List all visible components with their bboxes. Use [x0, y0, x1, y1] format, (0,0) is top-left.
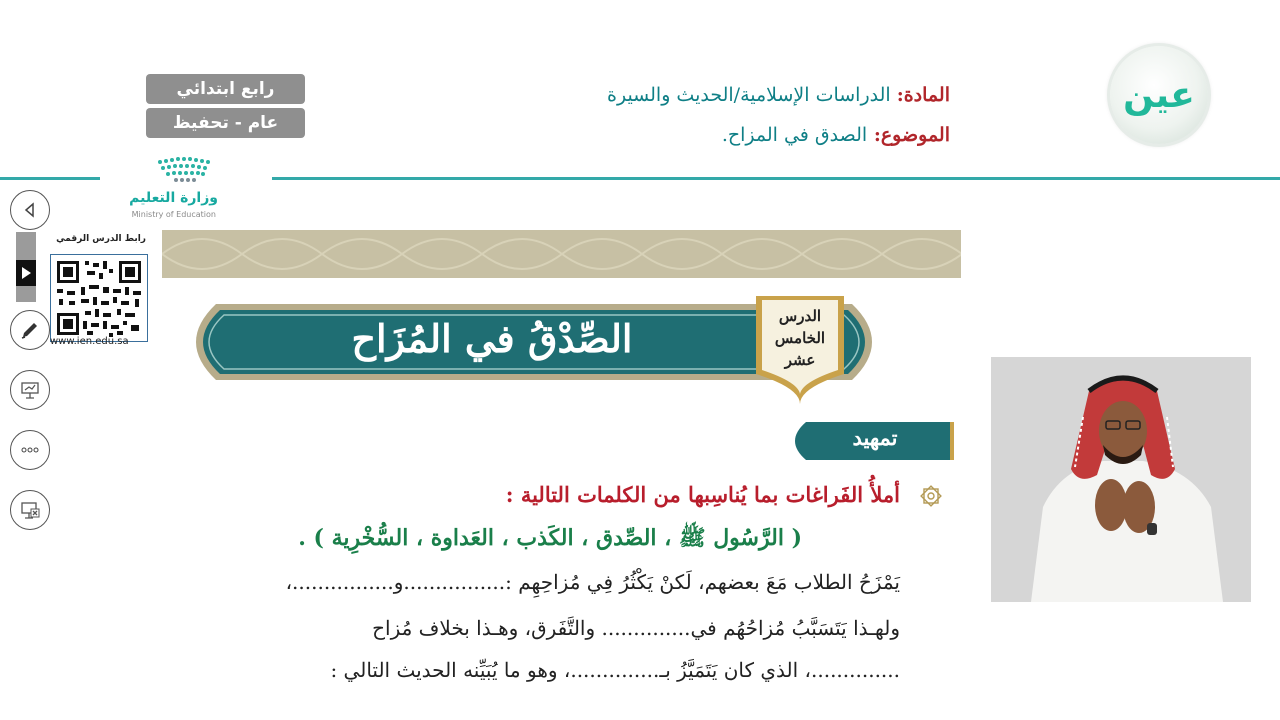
exercise-line-3: ..............، الذي كان يَتَمَيَّزُ بـ..............، وهو ما يُبَيِّنه الحديث التالي :	[330, 658, 900, 682]
pen-tool-button[interactable]	[10, 310, 50, 350]
exercise-instruction: أملأُ الفَراغات بما يُناسِبها من الكلمات التالية :	[505, 482, 900, 507]
play-icon	[20, 266, 32, 280]
subject-line	[607, 84, 950, 106]
more-icon	[19, 439, 41, 461]
close-presentation-icon	[19, 499, 41, 521]
more-button[interactable]	[10, 430, 50, 470]
presentation-icon	[19, 379, 41, 401]
qr-title: رابط الدرس الرقمي	[56, 234, 146, 244]
subject-label: المادة:	[896, 84, 950, 106]
lesson-number-line2: الخامس	[774, 329, 826, 347]
ministry-logo	[108, 154, 218, 226]
lesson-number-line1: الدرس	[778, 307, 822, 325]
header-divider-left	[0, 177, 100, 180]
section-title: تمهيد	[852, 425, 898, 450]
bullet-star-icon	[918, 483, 944, 509]
lesson-number-badge	[752, 296, 848, 404]
play-button[interactable]	[16, 260, 36, 286]
topic-value: الصدق في المزاح.	[721, 124, 868, 146]
close-presentation-button[interactable]	[10, 490, 50, 530]
play-tab[interactable]	[16, 232, 36, 302]
ministry-name-ar: وزارة التعليم	[129, 190, 218, 206]
grade-badge: رابع ابتدائي	[146, 74, 305, 104]
page-decor-strip	[162, 230, 961, 278]
channel-logo-text: عين	[1123, 74, 1195, 116]
arabesque-pattern-icon	[162, 230, 961, 278]
exercise-line-1: يَمْزَحُ الطلاب مَعَ بعضهم، لَكنْ يَكْثُرُ فِي مُزاحِهِم :................و................،	[285, 570, 900, 594]
topic-label: الموضوع:	[873, 124, 950, 146]
channel-logo	[1110, 46, 1208, 144]
presenter-video	[991, 357, 1251, 602]
qr-code-icon	[51, 255, 147, 341]
header-divider-right	[272, 177, 1280, 180]
lesson-number-line3: عشر	[784, 351, 816, 369]
back-button[interactable]	[10, 190, 50, 230]
word-bank: ( الرَّسُول ﷺ ، الصِّدق ، الكَذب ، العَداوة ، السُّخْرِية ) .	[298, 525, 802, 551]
exercise-line-2: ولهـذا يَتَسَبَّبُ مُزاحُهُم في.............. والتَّفَرق، وهـذا بخلاف مُزاح	[372, 616, 900, 640]
track-badge: عام - تحفيظ	[146, 108, 305, 138]
lesson-title: الصِّدْقُ في المُزَاح	[351, 316, 633, 361]
subject-value: الدراسات الإسلامية/الحديث والسيرة	[607, 84, 891, 106]
back-arrow-icon	[19, 199, 41, 221]
qr-code[interactable]	[50, 254, 148, 342]
qr-url[interactable]: www.ien.edu.sa	[50, 336, 129, 347]
qr-code-panel[interactable]	[46, 232, 150, 352]
topic-line	[722, 124, 950, 146]
presenter-image	[991, 357, 1251, 602]
pen-icon	[19, 319, 41, 341]
ministry-dots-icon	[156, 156, 214, 184]
presentation-button[interactable]	[10, 370, 50, 410]
ministry-name-en: Ministry of Education	[131, 210, 216, 219]
